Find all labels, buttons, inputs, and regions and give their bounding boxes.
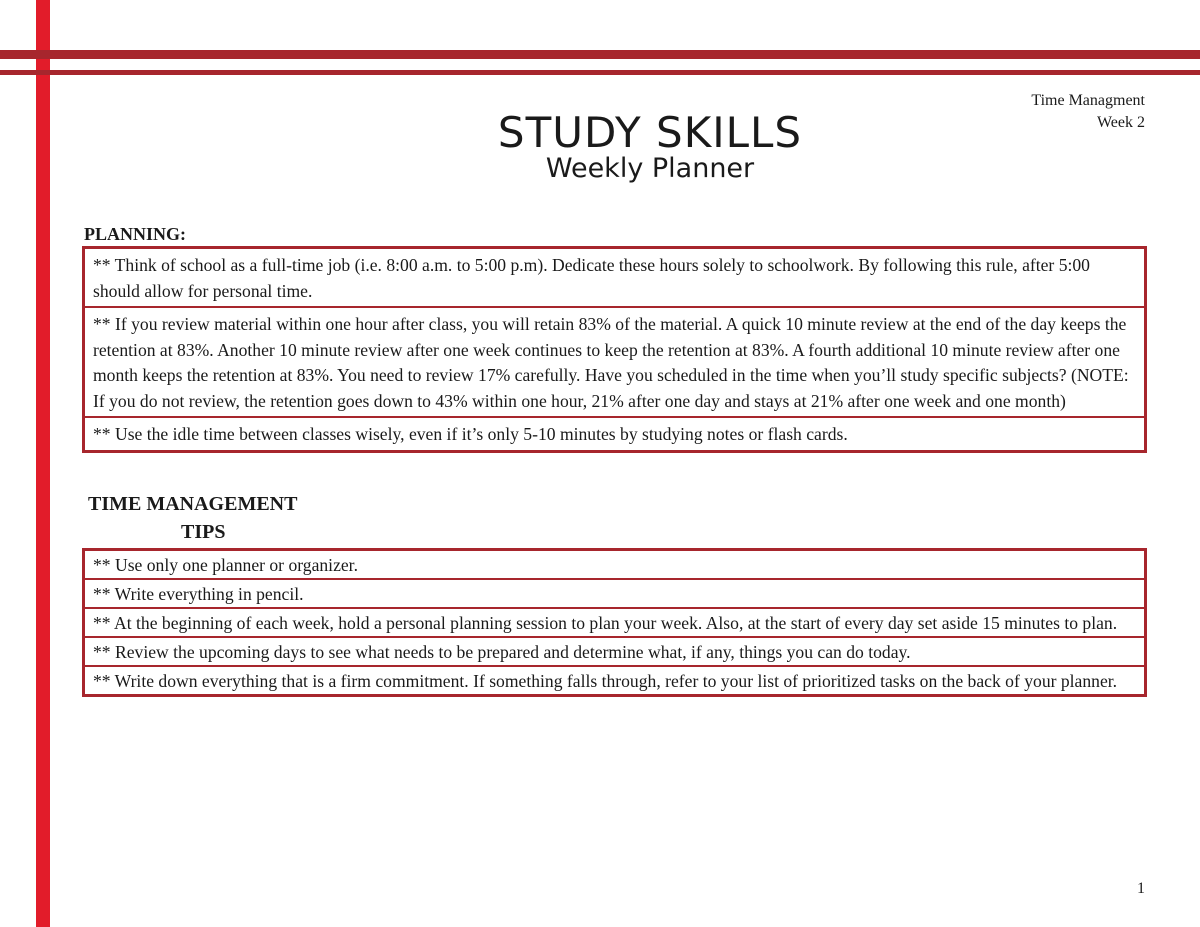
- tip-item: ** Write down everything that is a firm commitment. If something falls through, refer to your list of prioritized tasks on the back of your planner.: [85, 667, 1144, 694]
- top-red-rule-thin: [0, 70, 1200, 75]
- tip-item: ** At the beginning of each week, hold a personal planning session to plan your week. Also, at the start of every day set aside 15 minutes to plan.: [85, 609, 1144, 636]
- time-management-heading: TIME MANAGEMENT: [88, 493, 298, 515]
- planning-box: [82, 246, 1147, 453]
- page-title: STUDY SKILLS: [497, 108, 803, 157]
- planning-heading: PLANNING:: [84, 224, 186, 244]
- week-label: Week 2: [1096, 114, 1145, 131]
- planning-item: ** Think of school as a full-time job (i.e. 8:00 a.m. to 5:00 p.m). Dedicate these hours solely to schoolwork. By following this rule, after 5:00 should allow for personal time.: [85, 249, 1144, 306]
- top-red-rule: [0, 50, 1200, 59]
- planning-item: ** Use the idle time between classes wisely, even if it’s only 5-10 minutes by studying notes or flash cards.: [85, 418, 1144, 450]
- tip-item: ** Write everything in pencil.: [85, 580, 1144, 607]
- corner-note: [1031, 90, 1145, 134]
- tip-item: ** Use only one planner or organizer.: [85, 551, 1144, 578]
- topic-label: Time Managment: [1031, 92, 1145, 109]
- tips-heading: TIPS: [181, 521, 226, 543]
- page-number: 1: [1137, 880, 1145, 897]
- page-subtitle: Weekly Planner: [545, 153, 755, 184]
- tips-box: [82, 548, 1147, 697]
- left-red-bar: [36, 0, 50, 927]
- planning-item: ** If you review material within one hour after class, you will retain 83% of the material. A quick 10 minute review at the end of the day keeps the retention at 83%. Another 10 minute review after one week continues to keep the retention at 83%. A fourth additional 10 minute review after one month keeps the retention at 83%. You need to review 17% carefully. Have you scheduled in the time when you’ll study specific subjects? (NOTE: If you do not review, the retention goes down to 43% within one hour, 21% after one day and stays at 21% after one week and one month): [85, 308, 1144, 416]
- tip-item: ** Review the upcoming days to see what needs to be prepared and determine what, if any, things you can do today.: [85, 638, 1144, 665]
